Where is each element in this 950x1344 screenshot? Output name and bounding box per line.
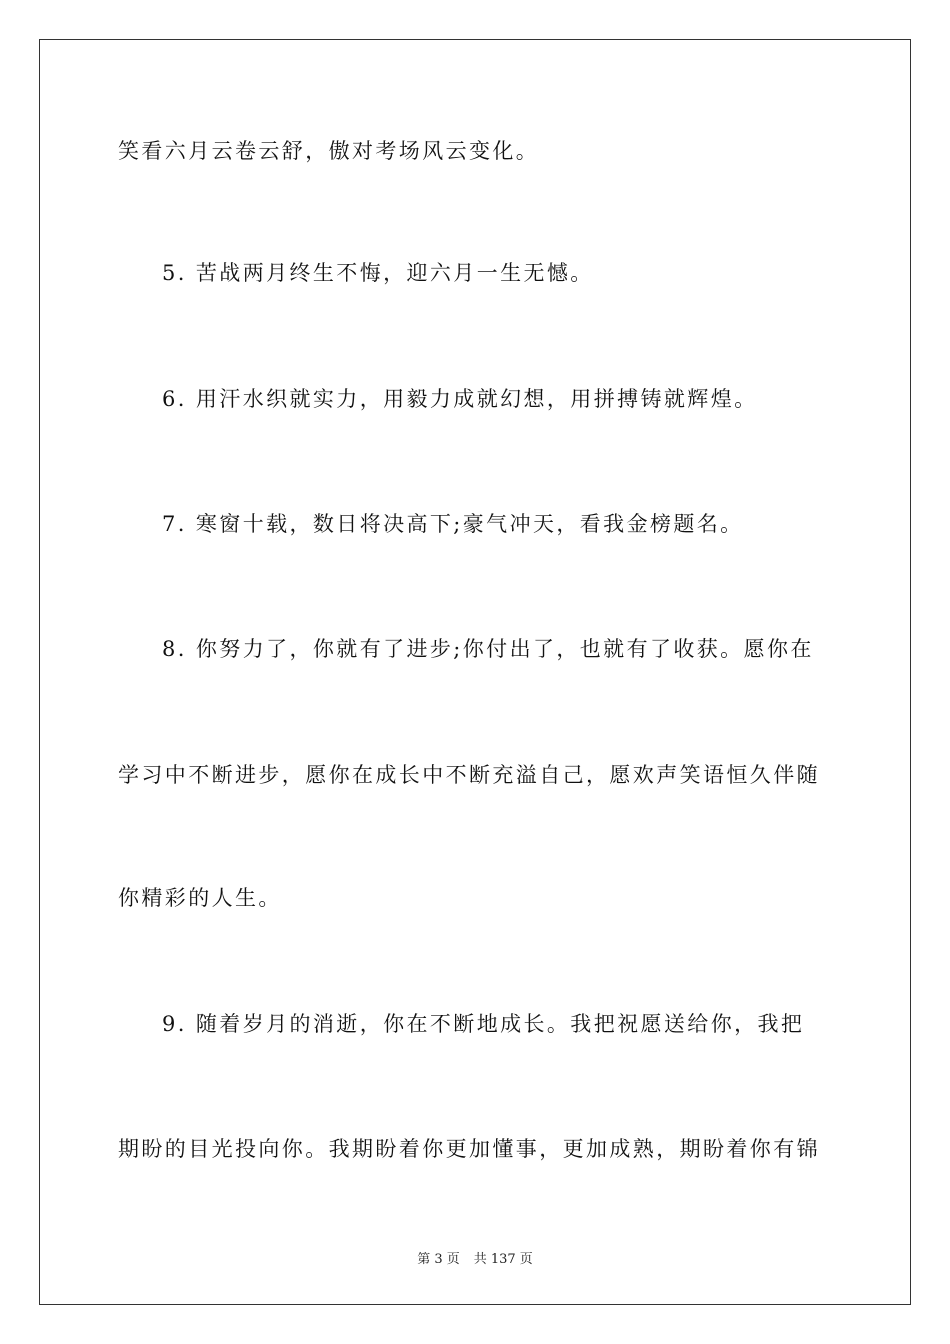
text-line-3: 6. 用汗水织就实力，用毅力成就幻想，用拼搏铸就辉煌。 — [162, 387, 758, 411]
text-line-4: 7. 寒窗十载，数日将决高下;豪气冲天，看我金榜题名。 — [162, 512, 744, 536]
page-frame — [39, 39, 911, 1305]
page-total: 共 137 页 — [473, 1252, 533, 1267]
text-line-5: 8. 你努力了，你就有了进步;你付出了，也就有了收获。愿你在 — [162, 637, 814, 661]
page-footer — [0, 1248, 950, 1267]
text-line-7: 你精彩的人生。 — [118, 886, 282, 910]
page-number: 第 3 页 — [417, 1252, 460, 1267]
text-line-8: 9. 随着岁月的消逝，你在不断地成长。我把祝愿送给你，我把 — [162, 1012, 805, 1036]
text-line-9: 期盼的目光投向你。我期盼着你更加懂事，更加成熟，期盼着你有锦 — [118, 1137, 820, 1161]
text-line-2: 5. 苦战两月终生不悔，迎六月一生无憾。 — [162, 261, 594, 285]
text-line-1: 笑看六月云卷云舒，傲对考场风云变化。 — [118, 139, 540, 163]
text-line-6: 学习中不断进步，愿你在成长中不断充溢自己，愿欢声笑语恒久伴随 — [118, 763, 820, 787]
